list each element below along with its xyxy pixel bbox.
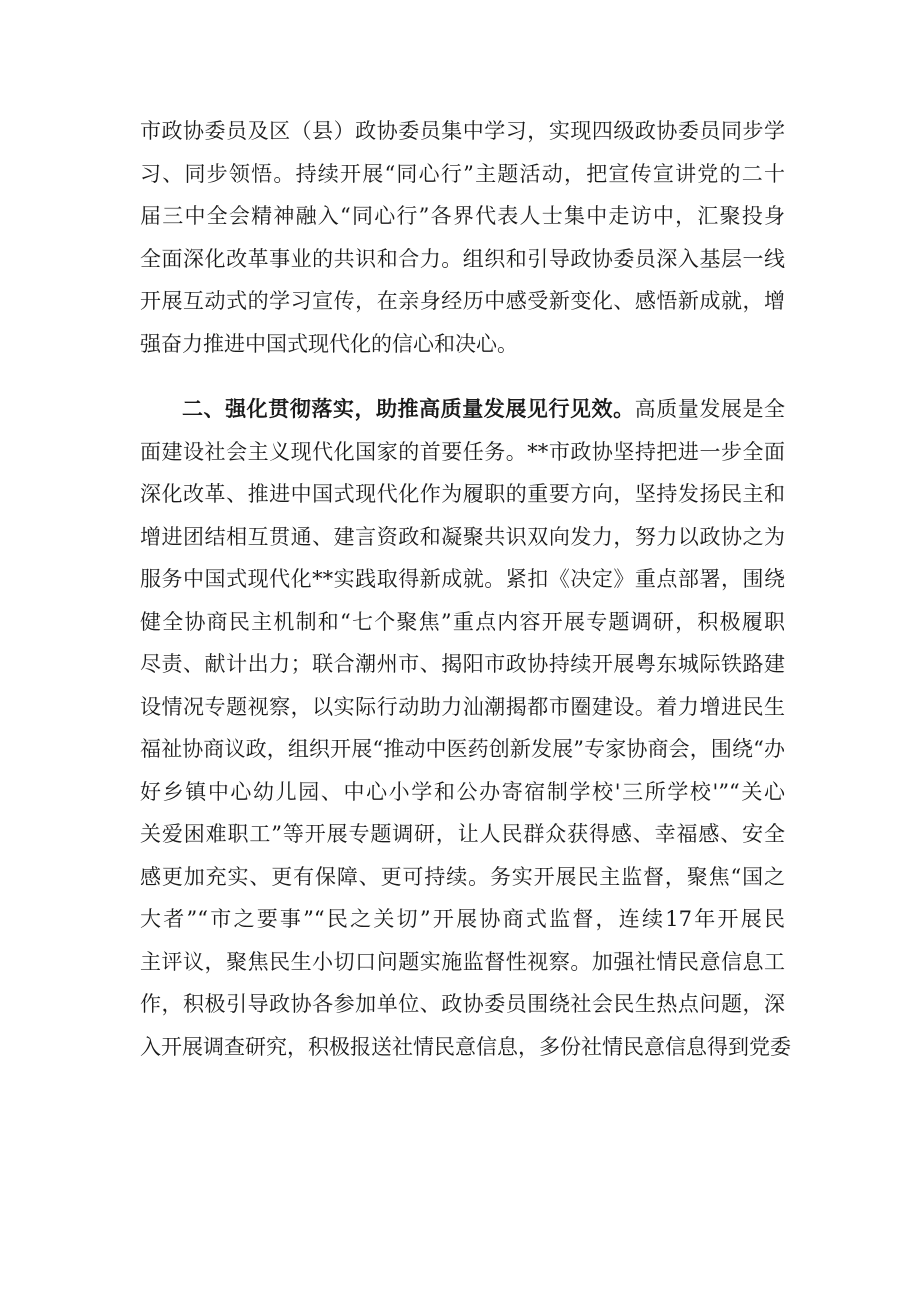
text-line: 市政协委员及区（县）政协委员集中学习，实现四级政协委员同步学 [140,119,785,143]
text-line: 感更加充实、更有保障、更可持续。务实开展民主监督，聚焦“国之 [140,864,785,889]
text-line: 深化改革、推进中国式现代化作为履职的重要方向，坚持发扬民主和 [140,482,785,506]
text-line: 尽责、献计出力；联合潮州市、揭阳市政协持续开展粤东城际铁路建 [140,652,785,676]
text-line: 设情况专题视察，以实际行动助力汕潮揭都市圈建设。着力增进民生 [140,694,785,719]
text-line: 大者”“市之要事”“民之关切”开展协商式监督，连续17年开展民 [140,907,785,931]
text-line: 健全协商民主机制和“七个聚焦”重点内容开展专题调研，积极履职 [140,609,785,634]
text-line: 强奋力推进中国式现代化的信心和决心。 [140,331,518,356]
text-line: 届三中全会精神融入“同心行”各界代表人士集中走访中，汇聚投身 [140,204,785,228]
text-line: 开展互动式的学习宣传，在亲身经历中感受新变化、感悟新成就，增 [140,289,785,313]
paragraph-first-line [140,388,785,431]
first-line-text: 高质量发展是全 [634,397,786,421]
text-line: 关爱困难职工”等开展专题调研，让人民群众获得感、幸福感、安全 [140,822,785,846]
text-line: 增进团结相互贯通、建言资政和凝聚共识双向发力，努力以政协之为 [140,524,785,549]
text-line: 习、同步领悟。持续开展“同心行”主题活动，把宣传宣讲党的二十 [140,161,785,186]
text-line: 服务中国式现代化**实践取得新成就。紧扣《决定》重点部署，围绕 [140,567,785,591]
text-line: 面建设社会主义现代化国家的首要任务。**市政协坚持把进一步全面 [140,439,785,464]
section-heading: 二、强化贯彻落实，助推高质量发展见行见效。 [182,396,635,421]
text-line: 主评议，聚焦民生小切口问题实施监督性视察。加强社情民意信息工 [140,949,785,974]
text-line: 入开展调查研究，积极报送社情民意信息，多份社情民意信息得到党委 [140,1034,791,1059]
paragraph-2 [140,388,791,1068]
text-line: 全面深化改革事业的共识和合力。组织和引导政协委员深入基层一线 [140,246,785,271]
text-line: 好乡镇中心幼儿园、中心小学和公办寄宿制学校'三所学校'”“关心 [140,779,785,804]
text-line: 福祉协商议政，组织开展“推动中医药创新发展”专家协商会，围绕“办 [140,737,785,761]
text-line: 作，积极引导政协各参加单位、政协委员围绕社会民生热点问题，深 [140,992,785,1016]
paragraph-1 [140,110,785,365]
